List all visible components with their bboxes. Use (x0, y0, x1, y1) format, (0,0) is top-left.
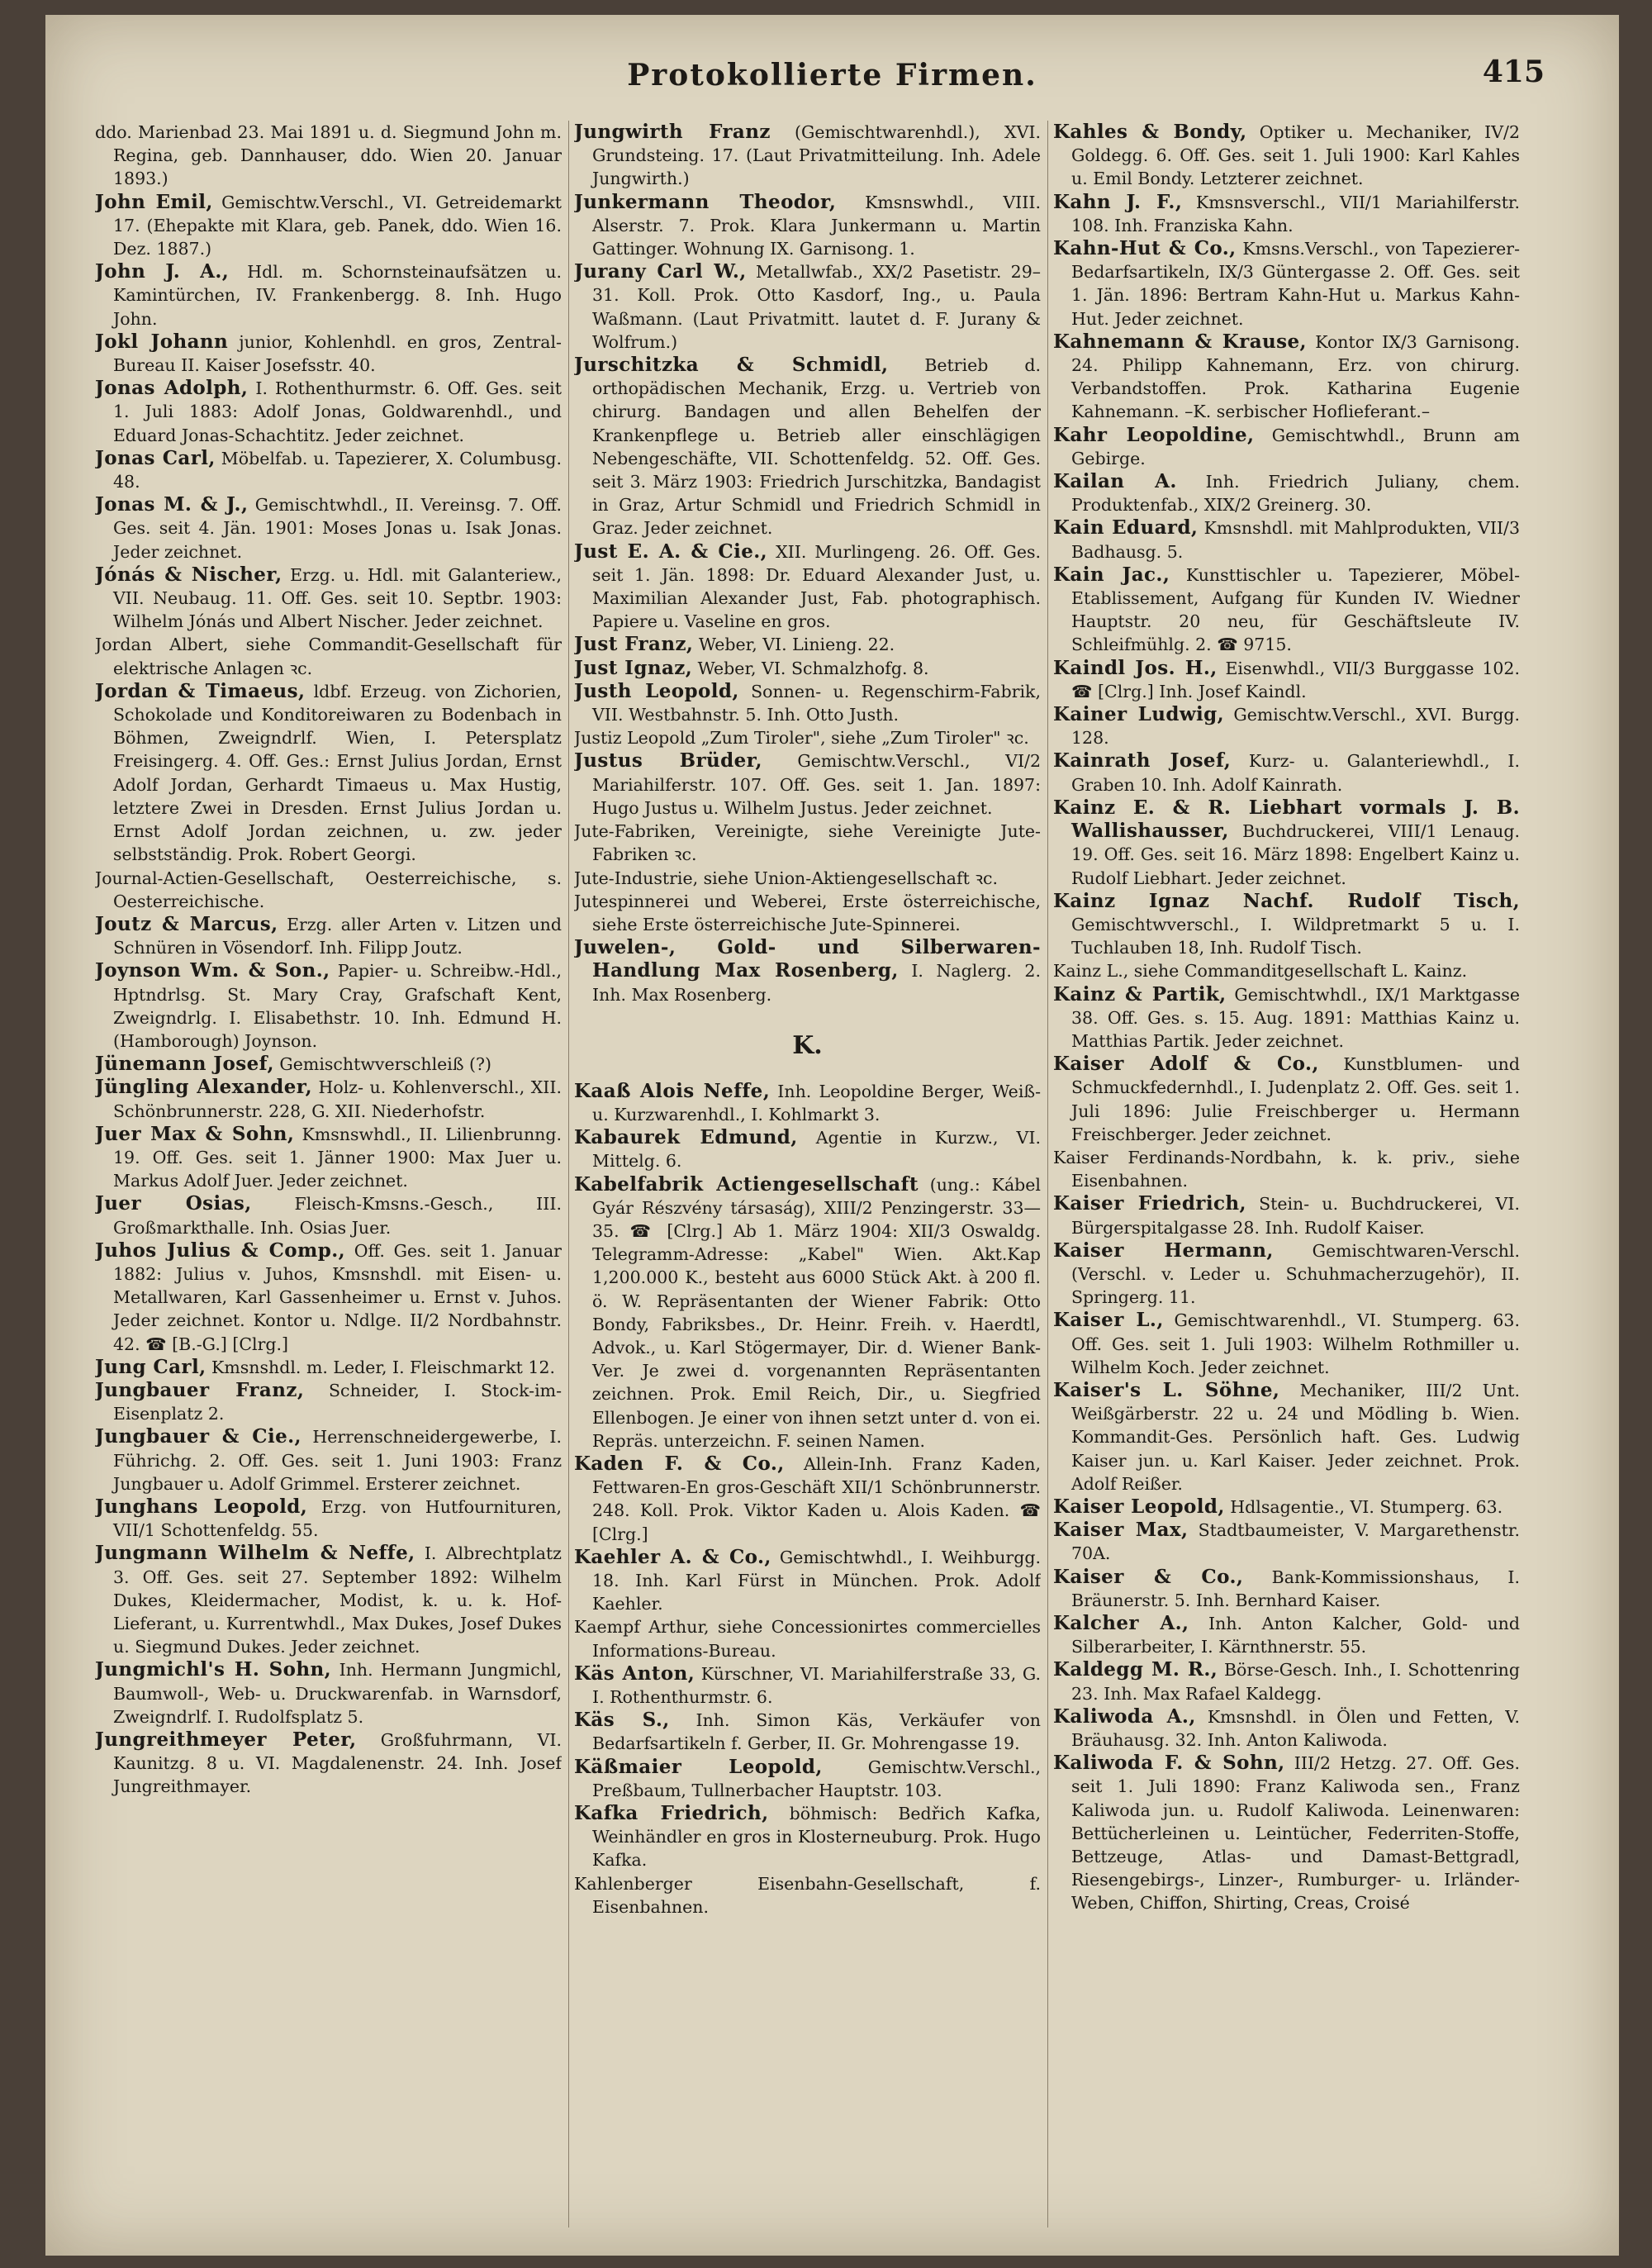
firm-name: Jungreithmeyer Peter, (95, 1728, 357, 1752)
entry-text: Betrieb d. orthopädischen Mechanik, Erzg. u. Vertrieb von chirurg. Bandagen und allen Behelfen der Krankenpflege u. Betrieb aller einschlägigen Nebengeschäfte, VII. Schottenfeldg. 52. Off. Ges. seit 3. März 1903: Friedrich Jurschitzka, Bandagist in Graz, Artur Schmidl und Friedrich Schmidl in Graz. Jeder zeichnet. (592, 355, 1041, 539)
firm-name: Jungbauer & Cie., (95, 1425, 301, 1448)
directory-entry (1053, 796, 1520, 890)
directory-entry (574, 1126, 1041, 1172)
firm-name: Käs Anton, (574, 1662, 695, 1685)
firm-name: Kainz & Partik, (1053, 982, 1227, 1006)
firm-name: Kaehler A. & Co., (574, 1545, 771, 1568)
directory-entry (574, 1546, 1041, 1616)
entry-text: Metallwfab., XX/2 Pasetistr. 29–31. Koll. Prok. Otto Kasdorf, Ing., u. Paula Waßmann. (Laut Privatmitt. lautet d. F. Jurany & Wolfrum.) (592, 262, 1041, 352)
column-2 (574, 121, 1041, 2236)
firm-name: Jurany Carl W., (574, 260, 747, 283)
entry-text: Weber, VI. Schmalzhofg. 8. (697, 658, 929, 678)
entry-text: Schneider, I. Stock-im-Eisenplatz 2. (113, 1380, 562, 1424)
directory-entry (1053, 890, 1520, 960)
directory-entry (1053, 749, 1520, 796)
entry-text: Kontor IX/3 Garnisong. 24. Philipp Kahnemann, Erz. von chirurg. Verbandstoffen. Prok. Katharina Eugenie Kahnemann. –K. serbischer Hoflieferant.– (1071, 331, 1520, 422)
directory-entry (574, 1872, 1041, 1919)
firm-name: Jungbauer Franz, (95, 1378, 305, 1401)
directory-entry (95, 1728, 562, 1799)
directory-entry (95, 260, 562, 330)
entry-text: Jute-Fabriken, Vereinigte, siehe Vereinigte Jute-Fabriken ꝛc. (574, 821, 1041, 865)
entry-text: I. Rothenthurmstr. 6. Off. Ges. seit 1. Juli 1883: Adolf Jonas, Goldwarenhdl., und Eduard Jonas-Schachtitz. Jeder zeichnet. (113, 378, 562, 445)
firm-name: Kaliwoda F. & Sohn, (1053, 1752, 1285, 1775)
firm-name: Jonas Carl, (95, 446, 216, 469)
firm-name: Just Ignaz, (574, 656, 693, 679)
directory-entry (1053, 1239, 1520, 1310)
entry-text: Kmsnshdl. m. Leder, I. Fleischmarkt 12. (211, 1357, 556, 1377)
directory-entry (95, 1379, 562, 1425)
entry-text: Eisenwhdl., VII/3 Burggasse 102. ☎ [Clrg.] Inh. Josef Kaindl. (1071, 658, 1520, 701)
entry-text: Journal-Actien-Gesellschaft, Oesterreichische, s. Oesterreichische. (95, 868, 562, 911)
entry-text: Gemischtwaren-Verschl. (Verschl. v. Leder u. Schuhmacherzugehör), II. Springerg. 11. (1071, 1240, 1520, 1308)
firm-name: Kaindl Jos. H., (1053, 656, 1218, 679)
entry-text: XII. Murlingeng. 26. Off. Ges. seit 1. Jän. 1898: Dr. Eduard Alexander Just, u. Maximilian Alexander Just, Fab. photographisch. Papiere u. Vaseline en gros. (592, 541, 1041, 632)
entry-text: Kaiser Ferdinands-Nordbahn, k. k. priv., siehe Eisenbahnen. (1053, 1147, 1520, 1191)
entry-text: III/2 Hetzg. 27. Off. Ges. seit 1. Juli 1890: Franz Kaliwoda sen., Franz Kaliwoda jun. u. Rudolf Kaliwoda. Leinenwaren: Bettücherleinen u. Leintücher, Federriten-Stoffe, Bettzeuge, Atlas- und Damast-Bettgradl, Riesengebirgs-, Linzer-, Rumburger- u. Irländer-Weben, Chiffon, Shirting, Creas, Croisé (1071, 1753, 1520, 1914)
entry-text: Sonnen- u. Regenschirm-Fabrik, VII. Westbahnstr. 5. Inh. Otto Justh. (592, 681, 1041, 725)
directory-entry (1053, 470, 1520, 516)
entry-text: (ung.: Kábel Gyár Részvény társaság), XIII/2 Penzingerstr. 33—35. ☎ [Clrg.] Ab 1. März 1904: XII/3 Oswaldg. Telegramm-Adresse: „Kabel" Wien. Akt.Kap 1,200.000 K., besteht aus 6000 Stück Akt. à 200 fl. ö. W. Repräsentanten der Wiener Fabrik: Otto Bondy, Fabriksbes., Dr. Heinr. Freih. v. Haerdtl, Advok., u. Karl Stögermayer, Dir. d. Wiener Bank-Ver. Je zwei d. vorgenannten Repräsentanten zeichnen. Prok. Emil Reich, Dir., u. Siegfried Ellenbogen. Je einer von ihnen setzt unter d. von ei. Repräs. unterzeichn. F. seinen Namen. (592, 1174, 1041, 1451)
entry-text: Fleisch-Kmsns.-Gesch., III. Großmarkthalle. Inh. Osias Juer. (113, 1194, 562, 1238)
entry-text: Allein-Inh. Franz Kaden, Fettwaren-En gros-Geschäft XII/1 Schönbrunnerstr. 248. Koll. Prok. Viktor Kaden u. Alois Kaden. ☎ [Clrg.] (592, 1453, 1041, 1544)
firm-name: Jonas Adolph, (95, 377, 249, 400)
directory-entry (95, 447, 562, 493)
entry-text: Inh. Friedrich Juliany, chem. Produktenfab., XIX/2 Greinerg. 30. (1071, 472, 1520, 516)
firm-name: Justh Leopold, (574, 679, 739, 702)
entry-text: Kmsns.Verschl., von Tapezierer-Bedarfsartikeln, IX/3 Güntergasse 2. Off. Ges. seit 1. Jän. 1896: Bertram Kahn-Hut u. Markus Kahn-Hut. Jeder zeichnet. (1071, 239, 1520, 329)
firm-name: Jungwirth Franz (574, 121, 771, 143)
entry-text: Gemischtw.Verschl., VI/2 Mariahilferstr. 107. Off. Ges. seit 1. Jan. 1897: Hugo Justus u. Wilhelm Justus. Jeder zeichnet. (592, 751, 1041, 818)
entry-text: Gemischtwhdl., IX/1 Marktgasse 38. Off. Ges. s. 15. Aug. 1891: Matthias Kainz u. Matthias Partik. Jeder zeichnet. (1071, 984, 1520, 1051)
directory-entry (95, 867, 562, 913)
entry-text: ddo. Marienbad 23. Mai 1891 u. d. Siegmund John m. Regina, geb. Dannhauser, ddo. Wien 20. Januar 1893.) (95, 122, 562, 189)
firm-name: Kalcher A., (1053, 1612, 1189, 1634)
directory-entry (95, 1542, 562, 1658)
entry-text: Inh. Leopoldine Berger, Weiß- u. Kurzwarenhdl., I. Kohlmarkt 3. (592, 1081, 1041, 1124)
directory-entry (574, 867, 1041, 890)
directory-entry (95, 1053, 562, 1076)
entry-text: Mechaniker, III/2 Unt. Weißgärberstr. 22 u. 24 und Mödling b. Wien. Kommandit-Ges. Persönlich haft. Ges. Ludwig Kaiser jun. u. Karl Kaiser. Jeder zeichnet. Prok. Adolf Reißer. (1071, 1380, 1520, 1494)
entry-text: Gemischtw.Verschl., Preßbaum, Tullnerbacher Hauptstr. 103. (592, 1757, 1041, 1800)
column-divider (1047, 121, 1048, 2228)
entry-text: Kaempf Arthur, siehe Concessionirtes commercielles Informations-Bureau. (574, 1617, 1041, 1661)
entry-text: Jute-Industrie, siehe Union-Aktiengesellschaft ꝛc. (574, 868, 999, 888)
directory-entry (95, 493, 562, 563)
entry-text: Stadtbaumeister, V. Margarethenstr. 70A. (1071, 1520, 1520, 1564)
directory-entry (95, 121, 562, 191)
directory-entry (1053, 959, 1520, 982)
directory-entry (574, 260, 1041, 354)
firm-name: Kaden F. & Co., (574, 1452, 785, 1475)
directory-entry (574, 820, 1041, 866)
directory-entry (574, 540, 1041, 634)
firm-name: Kaiser & Co., (1053, 1565, 1244, 1588)
directory-entry (574, 633, 1041, 656)
directory-entry (95, 330, 562, 377)
entry-text: Möbelfab. u. Tapezierer, X. Columbusg. 48. (113, 448, 562, 492)
firm-name: Juhos Julius & Comp., (95, 1239, 346, 1262)
firm-name: Just Franz, (574, 633, 694, 656)
firm-name: Kaaß Alois Neffe, (574, 1079, 771, 1102)
directory-entry (95, 1356, 562, 1379)
section-letter: K. (792, 1030, 823, 1060)
entry-text: Off. Ges. seit 1. Januar 1882: Julius v. Juhos, Kmsnshdl. mit Eisen- u. Metallwaren, Karl Gassenheimer u. Ernst v. Juhos. Jeder zeichnet. Kontor u. Ndlge. II/2 Nordbahnstr. 42. ☎ [B.-G.] [Clrg.] (113, 1240, 562, 1354)
directory-entry (574, 749, 1041, 820)
directory-entry (1053, 237, 1520, 330)
firm-name: Kainz Ignaz Nachf. Rudolf Tisch, (1053, 889, 1520, 912)
directory-entry (574, 936, 1041, 1006)
entry-text: Kmsnshdl. mit Mahlprodukten, VII/3 Badhausg. 5. (1071, 518, 1520, 562)
entry-text: Kmsnswhdl., II. Lilienbrunng. 19. Off. Ges. seit 1. Jänner 1900: Max Juer u. Markus Adolf Juer. Jeder zeichnet. (113, 1124, 562, 1191)
directory-entry (1053, 1612, 1520, 1658)
directory-entry (1053, 1053, 1520, 1146)
firm-name: Kaiser's L. Söhne, (1053, 1378, 1280, 1401)
firm-name: Kahnemann & Krause, (1053, 330, 1307, 353)
entry-text: Gemischtwverschl., I. Wildpretmarkt 5 u. I. Tuchlauben 18, Inh. Rudolf Tisch. (1071, 914, 1520, 958)
directory-entry (95, 633, 562, 679)
firm-name: Justus Brüder, (574, 749, 762, 773)
directory-entry (1053, 1495, 1520, 1519)
entry-text: Kahlenberger Eisenbahn-Gesellschaft, f. Eisenbahnen. (574, 1873, 1041, 1917)
firm-name: Kaiser Max, (1053, 1519, 1189, 1542)
entry-text: Inh. Simon Käs, Verkäufer von Bedarfsartikeln f. Gerber, II. Gr. Mohrengasse 19. (592, 1710, 1041, 1754)
directory-entry (574, 1173, 1041, 1453)
directory-entry (1053, 563, 1520, 657)
directory-entry (574, 1662, 1041, 1709)
firm-name: John J. A., (95, 260, 230, 283)
entry-text: Hdl. m. Schornsteinaufsätzen u. Kamintürchen, IV. Frankenbergg. 8. Inh. Hugo John. (113, 262, 562, 329)
directory-entry (574, 657, 1041, 680)
entry-text: I. Naglerg. 2. Inh. Max Rosenberg. (592, 961, 1041, 1005)
firm-name: Kabelfabrik Actiengesellschaft (574, 1172, 919, 1196)
directory-entry (95, 1425, 562, 1495)
entry-text: Kmsnsverschl., VII/1 Mariahilferstr. 108. Inh. Franziska Kahn. (1071, 192, 1520, 235)
entry-text: Jordan Albert, siehe Commandit-Gesellschaft für elektrische Anlagen ꝛc. (95, 635, 562, 678)
directory-entry (1053, 1192, 1520, 1239)
entry-text: Bank-Kommissionshaus, I. Bräunerstr. 5. Inh. Bernhard Kaiser. (1071, 1567, 1520, 1610)
entry-text: Buchdruckerei, VIII/1 Lenaug. 19. Off. Ges. seit 16. März 1898: Engelbert Kainz u. Rudolf Liebhart. Jeder zeichnet. (1071, 821, 1520, 888)
directory-entry (1053, 1146, 1520, 1192)
firm-name: Jungmichl's H. Sohn, (95, 1658, 332, 1681)
directory-entry (1053, 983, 1520, 1053)
directory-entry (1053, 1519, 1520, 1565)
firm-name: Joynson Wm. & Son., (95, 959, 330, 982)
directory-entry (574, 1615, 1041, 1662)
firm-name: Kain Jac., (1053, 563, 1170, 586)
column-divider (568, 121, 569, 2228)
firm-name: Jüngling Alexander, (95, 1076, 312, 1099)
firm-name: Jokl Johann (95, 330, 229, 353)
entry-text: Inh. Anton Kalcher, Gold- und Silberarbeiter, I. Kärnthnerstr. 55. (1071, 1614, 1520, 1657)
entry-text: Kunstblumen- und Schmuckfedernhdl., I. Judenplatz 2. Off. Ges. seit 1. Juli 1896: Julie Freischberger u. Hermann Freischberger. Jeder zeichnet. (1071, 1054, 1520, 1144)
entry-text: (Gemischtwarenhdl.), XVI. Grundsteing. 17. (Laut Privatmitteilung. Inh. Adele Jungwirth.) (592, 122, 1041, 189)
directory-entry (95, 680, 562, 867)
firm-name: Junghans Leopold, (95, 1495, 308, 1518)
firm-name: Kahr Leopoldine, (1053, 423, 1255, 446)
entry-text: Optiker u. Mechaniker, IV/2 Goldegg. 6. Off. Ges. seit 1. Juli 1900: Karl Kahles u. Emil Bondy. Letzterer zeichnet. (1071, 122, 1520, 189)
directory-entry (95, 1495, 562, 1542)
directory-entry (95, 1192, 562, 1239)
entry-text: Gemischtwhdl., I. Weihburgg. 18. Inh. Karl Fürst in München. Prok. Adolf Kaehler. (592, 1547, 1041, 1614)
entry-text: Großfuhrmann, VI. Kaunitzg. 8 u. VI. Magdalenenstr. 24. Inh. Josef Jungreithmayer. (113, 1730, 562, 1797)
directory-entry (95, 191, 562, 261)
firm-name: Jónás & Nischer, (95, 563, 282, 586)
firm-name: Juer Max & Sohn, (95, 1122, 295, 1145)
directory-entry (1053, 1658, 1520, 1705)
entry-text: Agentie in Kurzw., VI. Mittelg. 6. (592, 1128, 1041, 1172)
directory-entry (95, 1076, 562, 1122)
directory-entry (1053, 1379, 1520, 1495)
firm-name: Juwelen-, Gold- und Silberwaren-Handlung Max Rosenberg, (574, 936, 1041, 982)
entry-text: I. Albrechtplatz 3. Off. Ges. seit 27. September 1892: Wilhelm Dukes, Kleidermacher, Modist, k. u. k. Hof-Lieferant, u. Kurrentwhdl., Max Dukes, Josef Dukes u. Siegmund Dukes. Jeder zeichnet. (113, 1543, 562, 1657)
firm-name: Kaldegg M. R., (1053, 1658, 1218, 1681)
entry-text: Papier- u. Schreibw.-Hdl., Hptndrlsg. St. Mary Cray, Grafschaft Kent, Zweigndrlg. I. Elisabethstr. 10. Inh. Edmund H. (Hamborough) Joynson. (113, 961, 562, 1051)
directory-entry (1053, 516, 1520, 563)
directory-entry (1053, 1705, 1520, 1752)
directory-entry (574, 680, 1041, 726)
firm-name: Jordan & Timaeus, (95, 679, 306, 702)
directory-entry (95, 563, 562, 634)
directory-entry (95, 1658, 562, 1728)
directory-entry (574, 354, 1041, 540)
directory-entry (574, 1709, 1041, 1755)
firm-name: Kaiser L., (1053, 1309, 1164, 1332)
firm-name: Kabaurek Edmund, (574, 1126, 798, 1149)
firm-name: Kain Eduard, (1053, 516, 1199, 540)
directory-entry (1053, 703, 1520, 749)
directory-entry (1053, 1566, 1520, 1612)
entry-text: Weber, VI. Linieng. 22. (698, 635, 895, 655)
firm-name: Kaliwoda A., (1053, 1705, 1196, 1728)
directory-entry (95, 377, 562, 447)
entry-text: Erzg. aller Arten v. Litzen und Schnüren in Vösendorf. Inh. Filipp Joutz. (113, 914, 562, 958)
firm-name: Kainz E. & R. Liebhart vormals J. B. Wallishausser, (1053, 796, 1520, 843)
directory-entry (574, 726, 1041, 749)
entry-text: Gemischtw.Verschl., VI. Getreidemarkt 17. (Ehepakte mit Klara, geb. Panek, ddo. Wien 16. Dez. 1887.) (113, 192, 562, 259)
entry-text: Herrenschneidergewerbe, I. Führichg. 2. Off. Ges. seit 1. Juni 1903: Franz Jungbauer u. Adolf Grimmel. Ersterer zeichnet. (113, 1427, 562, 1494)
directory-entry (574, 1802, 1041, 1872)
firm-name: Joutz & Marcus, (95, 912, 278, 935)
firm-name: Kaiser Hermann, (1053, 1239, 1274, 1262)
directory-entry (1053, 121, 1520, 191)
entry-text: Kunsttischler u. Tapezierer, Möbel-Etablissement, Aufgang für Kunden IV. Wiedner Hauptstr. 20 neu, für Geschäftsleute IV. Schleifmühlg. 2. ☎ 9715. (1071, 564, 1520, 655)
entry-text: ldbf. Erzeug. von Zichorien, Schokolade und Konditoreiwaren zu Bodenbach in Böhmen, Zweigndrlf. Wien, I. Petersplatz Freisingerg. 4. Off. Ges.: Ernst Julius Jordan, Ernst Adolf Jordan, Gerhardt Timaeus u. Max Hustig, letztere Zwei in Dresden. Ernst Julius Jordan u. Ernst Adolf Jordan zeichnen, u. zw. jeder selbstständig. Prok. Robert Georgi. (113, 681, 562, 865)
entry-text: junior, Kohlenhdl. en gros, Zentral-Bureau II. Kaiser Josefsstr. 40. (113, 331, 562, 376)
entry-text: Gemischtwhdl., Brunn am Gebirge. (1071, 425, 1520, 468)
firm-name: Kaiser Adolf & Co., (1053, 1053, 1319, 1076)
entry-text: Jutespinnerei und Weberei, Erste österreichische, siehe Erste österreichische Jute-Spinnerei. (574, 891, 1041, 934)
entry-text: Kainz L., siehe Commanditgesellschaft L. Kainz. (1053, 961, 1468, 982)
entry-text: Justiz Leopold „Zum Tiroler", siehe „Zum Tiroler" ꝛc. (574, 728, 1029, 749)
entry-text: Hdlsagentie., VI. Stumperg. 63. (1230, 1496, 1503, 1517)
column-3 (1053, 121, 1520, 2236)
firm-name: Kainrath Josef, (1053, 749, 1232, 773)
entry-text: Inh. Hermann Jungmichl, Baumwoll-, Web- u. Druckwarenfab. in Warnsdorf, Zweigndrlf. I. Rudolfsplatz 5. (113, 1660, 562, 1727)
directory-entry (1053, 191, 1520, 237)
firm-name: Kainer Ludwig, (1053, 703, 1225, 726)
firm-name: Jungmann Wilhelm & Neffe, (95, 1542, 415, 1565)
firm-name: Käs S., (574, 1709, 670, 1732)
directory-entry (1053, 424, 1520, 470)
directory-entry (95, 1239, 562, 1356)
directory-entry (574, 1080, 1041, 1126)
entry-text: Gemischtwverschleiß (?) (279, 1054, 492, 1075)
column-1 (95, 121, 562, 2236)
firm-name: Juer Osias, (95, 1192, 252, 1215)
entry-text: Kmsnswhdl., VIII. Alserstr. 7. Prok. Klara Junkermann u. Martin Gattinger. Wohnung IX. Garnisong. 1. (592, 192, 1041, 259)
firm-name: Kaiser Friedrich, (1053, 1192, 1246, 1215)
directory-entry (574, 121, 1041, 191)
entry-text: Gemischtwhdl., II. Vereinsg. 7. Off. Ges. seit 4. Jän. 1901: Moses Jonas u. Isak Jonas. Jeder zeichnet. (113, 495, 562, 562)
directory-page (45, 15, 1619, 2256)
directory-entry (1053, 1752, 1520, 1914)
entry-text: Kurz- u. Galanteriewhdl., I. Graben 10. Inh. Adolf Kainrath. (1071, 751, 1520, 795)
running-title: Protokollierte Firmen. (627, 58, 1037, 93)
entry-text: Gemischtw.Verschl., XVI. Burgg. 128. (1071, 705, 1520, 749)
directory-entry (574, 191, 1041, 261)
page-number: 415 (1482, 55, 1545, 89)
directory-entry (574, 890, 1041, 936)
firm-name: Jonas M. & J., (95, 493, 249, 516)
entry-text: Holz- u. Kohlenverschl., XII. Schönbrunnerstr. 228, G. XII. Niederhofstr. (113, 1077, 562, 1121)
directory-entry (1053, 1309, 1520, 1379)
entry-text: Stein- u. Buchdruckerei, VI. Bürgerspitalgasse 28. Inh. Rudolf Kaiser. (1071, 1194, 1520, 1238)
directory-entry (574, 1756, 1041, 1802)
directory-entry (1053, 330, 1520, 424)
directory-entry (95, 959, 562, 1053)
entry-text: Kürschner, VI. Mariahilferstraße 33, G. I. Rothenthurmstr. 6. (592, 1663, 1041, 1707)
entry-text: Gemischtwarenhdl., VI. Stumperg. 63. Off. Ges. seit 1. Juli 1903: Wilhelm Rothmiller u. Wilhelm Koch. Jeder zeichnet. (1071, 1310, 1520, 1377)
directory-entry (1053, 657, 1520, 703)
firm-name: Kahn J. F., (1053, 190, 1183, 213)
firm-name: John Emil, (95, 190, 213, 213)
firm-name: Kaiser Leopold, (1053, 1495, 1225, 1518)
entry-text: Börse-Gesch. Inh., I. Schottenring 23. Inh. Max Rafael Kaldegg. (1071, 1660, 1520, 1704)
firm-name: Jurschitzka & Schmidl, (574, 354, 889, 377)
firm-name: Kahles & Bondy, (1053, 121, 1247, 143)
directory-entry (95, 1123, 562, 1193)
firm-name: Kafka Friedrich, (574, 1802, 769, 1825)
firm-name: Kahn-Hut & Co., (1053, 237, 1237, 260)
firm-name: Käßmaier Leopold, (574, 1755, 823, 1778)
firm-name: Jung Carl, (95, 1355, 206, 1378)
firm-name: Kailan A. (1053, 470, 1177, 493)
firm-name: Junkermann Theodor, (574, 190, 837, 213)
entry-text: Kmsnshdl. in Ölen und Fetten, V. Bräuhausg. 32. Inh. Anton Kaliwoda. (1071, 1706, 1520, 1751)
firm-name: Jünemann Josef, (95, 1053, 274, 1076)
directory-entry (95, 913, 562, 959)
firm-name: Just E. A. & Cie., (574, 540, 768, 563)
entry-text: böhmisch: Bedřich Kafka, Weinhändler en gros in Klosterneuburg. Prok. Hugo Kafka. (592, 1804, 1041, 1871)
entry-text: Erzg. von Hutfournituren, VII/1 Schottenfeldg. 55. (113, 1496, 562, 1541)
directory-entry (574, 1453, 1041, 1546)
entry-text: Erzg. u. Hdl. mit Galanteriew., VII. Neubaug. 11. Off. Ges. seit 10. Septbr. 1903: Wilhelm Jónás und Albert Nischer. Jeder zeichnet. (113, 564, 562, 632)
